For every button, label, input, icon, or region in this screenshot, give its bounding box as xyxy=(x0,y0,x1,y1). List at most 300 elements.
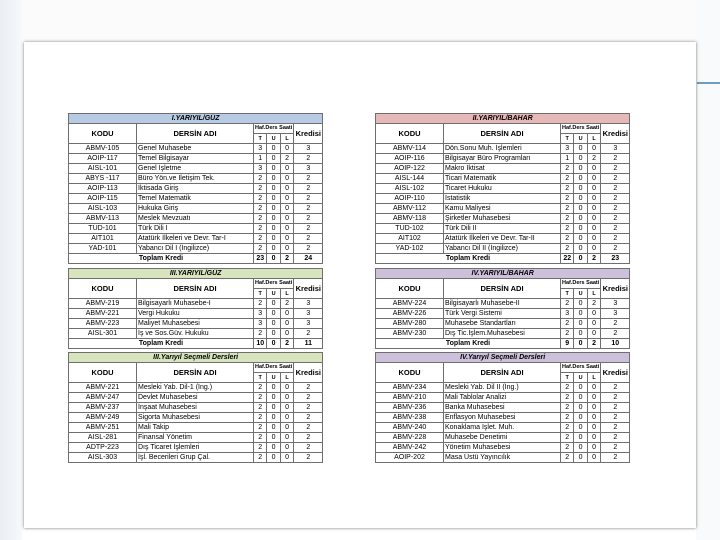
course-code: ABMV-251 xyxy=(69,423,137,433)
course-t: 1 xyxy=(254,154,267,164)
header-kodu: KODU xyxy=(376,124,444,144)
course-code: AISL-281 xyxy=(69,433,137,443)
course-kredi: 2 xyxy=(294,224,323,234)
course-row xyxy=(376,154,630,164)
course-code: AOIP-122 xyxy=(376,164,444,174)
course-code: ABMV-236 xyxy=(376,403,444,413)
course-name: Dış Ticaret İşlemleri xyxy=(137,443,254,453)
course-kredi: 2 xyxy=(294,194,323,204)
course-name: Atatürk İlkeleri ve Devr. Tar-I xyxy=(137,234,254,244)
total-row xyxy=(376,254,630,264)
course-t: 2 xyxy=(254,423,267,433)
course-l: 0 xyxy=(587,433,600,443)
total-kredi: 10 xyxy=(601,339,630,349)
course-l: 0 xyxy=(587,329,600,339)
course-code: ABMV-118 xyxy=(376,214,444,224)
course-u: 0 xyxy=(574,423,587,433)
course-kredi: 2 xyxy=(294,383,323,393)
course-row xyxy=(69,309,323,319)
course-l: 0 xyxy=(587,144,600,154)
course-code: ABMV-240 xyxy=(376,423,444,433)
total-label: Toplam Kredi xyxy=(376,254,561,264)
course-t: 2 xyxy=(561,403,574,413)
course-kredi: 3 xyxy=(294,299,323,309)
course-name: Banka Muhasebesi xyxy=(444,403,561,413)
course-t: 2 xyxy=(561,234,574,244)
course-t: 2 xyxy=(254,234,267,244)
course-l: 0 xyxy=(587,194,600,204)
course-t: 2 xyxy=(254,299,267,309)
header-u: U xyxy=(574,373,587,383)
course-name: Şirketler Muhasebesi xyxy=(444,214,561,224)
semester-title: IV.YARIYIL/BAHAR xyxy=(376,269,630,279)
course-u: 0 xyxy=(574,144,587,154)
course-name: Dön.Sonu Muh. İşlemleri xyxy=(444,144,561,154)
header-u: U xyxy=(574,289,587,299)
course-u: 0 xyxy=(267,443,280,453)
header-kredisi: Kredisi xyxy=(294,363,323,383)
course-name: Temel Bilgisayar xyxy=(137,154,254,164)
header-u: U xyxy=(267,134,280,144)
course-l: 0 xyxy=(280,194,293,204)
course-kredi: 3 xyxy=(294,309,323,319)
course-u: 0 xyxy=(267,329,280,339)
total-l: 2 xyxy=(587,254,600,264)
course-t: 2 xyxy=(254,393,267,403)
course-l: 0 xyxy=(280,413,293,423)
course-kredi: 3 xyxy=(294,144,323,154)
left-band xyxy=(0,0,22,540)
course-name: Bilgisayarlı Muhasebe-II xyxy=(444,299,561,309)
semester-title: II.YARIYIL/BAHAR xyxy=(376,114,630,124)
course-name: İstatistik xyxy=(444,194,561,204)
header-kredisi: Kredisi xyxy=(294,279,323,299)
course-u: 0 xyxy=(574,453,587,463)
total-t: 10 xyxy=(254,339,267,349)
course-l: 0 xyxy=(587,174,600,184)
course-row xyxy=(69,433,323,443)
course-row xyxy=(69,184,323,194)
course-t: 2 xyxy=(254,204,267,214)
course-l: 0 xyxy=(587,383,600,393)
course-u: 0 xyxy=(267,174,280,184)
course-l: 0 xyxy=(280,329,293,339)
course-code: ABMV-219 xyxy=(69,299,137,309)
course-row xyxy=(376,214,630,224)
course-t: 2 xyxy=(561,194,574,204)
course-u: 0 xyxy=(267,184,280,194)
course-table xyxy=(375,268,630,349)
course-t: 3 xyxy=(254,164,267,174)
header-kodu: KODU xyxy=(69,363,137,383)
course-l: 0 xyxy=(587,423,600,433)
course-name: İş ve Sos.Güv. Hukuku xyxy=(137,329,254,339)
course-u: 0 xyxy=(574,383,587,393)
course-code: ABMV-224 xyxy=(376,299,444,309)
course-name: İnşaat Muhasebesi xyxy=(137,403,254,413)
course-t: 2 xyxy=(254,174,267,184)
course-kredi: 2 xyxy=(294,234,323,244)
course-kredi: 2 xyxy=(601,194,630,204)
course-l: 0 xyxy=(280,244,293,254)
course-t: 2 xyxy=(254,184,267,194)
course-t: 2 xyxy=(561,184,574,194)
course-t: 2 xyxy=(254,194,267,204)
course-u: 0 xyxy=(574,413,587,423)
course-u: 0 xyxy=(267,244,280,254)
course-code: AOIP-116 xyxy=(376,154,444,164)
course-row xyxy=(376,403,630,413)
total-label: Toplam Kredi xyxy=(376,339,561,349)
course-code: AISL-102 xyxy=(376,184,444,194)
course-l: 0 xyxy=(280,164,293,174)
course-row xyxy=(376,443,630,453)
course-code: ABMV-223 xyxy=(69,319,137,329)
course-code: ABMV-238 xyxy=(376,413,444,423)
header-t: T xyxy=(561,289,574,299)
course-u: 0 xyxy=(574,214,587,224)
course-row xyxy=(69,224,323,234)
course-code: ADTP-223 xyxy=(69,443,137,453)
course-row xyxy=(376,433,630,443)
course-kredi: 2 xyxy=(601,423,630,433)
course-name: Bilgisayar Büro Programları xyxy=(444,154,561,164)
course-code: ABMV-280 xyxy=(376,319,444,329)
course-code: TUD-101 xyxy=(69,224,137,234)
course-t: 2 xyxy=(561,383,574,393)
course-t: 2 xyxy=(561,224,574,234)
total-l: 2 xyxy=(587,339,600,349)
course-row xyxy=(69,393,323,403)
course-name: Yabancı Dil II (İngilizce) xyxy=(444,244,561,254)
course-table xyxy=(375,352,630,463)
header-l: L xyxy=(587,373,600,383)
course-name: Atatürk İlkeleri ve Devr. Tar-II xyxy=(444,234,561,244)
course-kredi: 2 xyxy=(601,453,630,463)
course-name: İşl. Becerileri Grup Çal. xyxy=(137,453,254,463)
course-code: ABMV-105 xyxy=(69,144,137,154)
course-u: 0 xyxy=(267,234,280,244)
course-t: 2 xyxy=(254,383,267,393)
header-u: U xyxy=(267,289,280,299)
course-l: 0 xyxy=(280,393,293,403)
course-kredi: 2 xyxy=(294,393,323,403)
course-row xyxy=(69,174,323,184)
course-u: 0 xyxy=(267,423,280,433)
total-t: 9 xyxy=(561,339,574,349)
course-l: 0 xyxy=(280,423,293,433)
course-l: 0 xyxy=(280,174,293,184)
course-kredi: 2 xyxy=(294,154,323,164)
total-row xyxy=(376,339,630,349)
course-code: ABMV-249 xyxy=(69,413,137,423)
header-kredisi: Kredisi xyxy=(601,363,630,383)
course-l: 0 xyxy=(587,393,600,403)
course-l: 0 xyxy=(280,234,293,244)
course-kredi: 2 xyxy=(294,214,323,224)
course-t: 2 xyxy=(561,244,574,254)
course-code: AOIP-115 xyxy=(69,194,137,204)
course-l: 0 xyxy=(587,244,600,254)
right-band xyxy=(696,0,720,540)
header-t: T xyxy=(561,373,574,383)
total-label: Toplam Kredi xyxy=(69,254,254,264)
course-kredi: 2 xyxy=(294,443,323,453)
course-l: 0 xyxy=(587,319,600,329)
course-code: YAD-102 xyxy=(376,244,444,254)
semester-title: III.YARIYIL/GÜZ xyxy=(69,269,323,279)
course-name: Mesleki Yab. Dil-1 (İng.) xyxy=(137,383,254,393)
course-l: 0 xyxy=(587,413,600,423)
course-t: 2 xyxy=(561,443,574,453)
course-l: 0 xyxy=(280,224,293,234)
course-name: Maliyet Muhasebesi xyxy=(137,319,254,329)
course-t: 2 xyxy=(254,214,267,224)
header-haftalik-saat: Haf.Ders Saati xyxy=(561,363,601,373)
course-u: 0 xyxy=(574,194,587,204)
course-name: Bilgisayarlı Muhasebe-I xyxy=(137,299,254,309)
course-code: ABMV-221 xyxy=(69,309,137,319)
course-name: Türk Vergi Sistemi xyxy=(444,309,561,319)
course-code: ABMV-242 xyxy=(376,443,444,453)
course-table xyxy=(68,352,323,463)
course-code: ABYS -117 xyxy=(69,174,137,184)
total-u: 0 xyxy=(574,339,587,349)
course-name: Kamu Maliyesi xyxy=(444,204,561,214)
total-kredi: 11 xyxy=(294,339,323,349)
header-l: L xyxy=(280,134,293,144)
course-name: Hukuka Giriş xyxy=(137,204,254,214)
course-t: 3 xyxy=(561,144,574,154)
total-l: 2 xyxy=(280,254,293,264)
course-t: 2 xyxy=(561,329,574,339)
course-name: Yönetim Muhasebesi xyxy=(444,443,561,453)
course-row xyxy=(376,413,630,423)
course-l: 0 xyxy=(280,319,293,329)
header-kredisi: Kredisi xyxy=(601,279,630,299)
course-code: ABMV-226 xyxy=(376,309,444,319)
course-t: 3 xyxy=(254,319,267,329)
course-t: 2 xyxy=(561,423,574,433)
header-l: L xyxy=(587,134,600,144)
course-code: YAD-101 xyxy=(69,244,137,254)
header-haftalik-saat: Haf.Ders Saati xyxy=(254,279,294,289)
course-code: AISL-301 xyxy=(69,329,137,339)
course-row xyxy=(69,413,323,423)
course-name: Ticari Matematik xyxy=(444,174,561,184)
course-u: 0 xyxy=(574,433,587,443)
header-u: U xyxy=(267,373,280,383)
course-name: Mali Tablolar Analizi xyxy=(444,393,561,403)
course-row xyxy=(376,224,630,234)
course-table xyxy=(375,113,630,264)
course-kredi: 3 xyxy=(294,164,323,174)
course-name: Genel İşletme xyxy=(137,164,254,174)
course-kredi: 2 xyxy=(601,174,630,184)
course-name: Enflasyon Muhasebesi xyxy=(444,413,561,423)
course-kredi: 2 xyxy=(294,423,323,433)
course-kredi: 2 xyxy=(294,433,323,443)
header-dersin-adi: DERSİN ADI xyxy=(444,124,561,144)
course-l: 2 xyxy=(587,154,600,164)
header-kodu: KODU xyxy=(376,363,444,383)
header-t: T xyxy=(254,373,267,383)
course-t: 2 xyxy=(561,174,574,184)
course-u: 0 xyxy=(574,244,587,254)
course-u: 0 xyxy=(574,174,587,184)
course-row xyxy=(69,453,323,463)
course-l: 0 xyxy=(587,453,600,463)
total-l: 2 xyxy=(280,339,293,349)
course-kredi: 2 xyxy=(601,204,630,214)
course-name: Türk Dili II xyxy=(444,224,561,234)
course-row xyxy=(69,214,323,224)
course-u: 0 xyxy=(574,319,587,329)
course-kredi: 2 xyxy=(601,319,630,329)
course-row xyxy=(376,383,630,393)
course-row xyxy=(376,329,630,339)
course-u: 0 xyxy=(267,299,280,309)
course-code: ABMV-114 xyxy=(376,144,444,154)
course-kredi: 2 xyxy=(294,413,323,423)
course-table xyxy=(68,268,323,349)
course-t: 2 xyxy=(561,214,574,224)
header-dersin-adi: DERSİN ADI xyxy=(137,124,254,144)
course-row xyxy=(69,234,323,244)
total-kredi: 23 xyxy=(601,254,630,264)
course-row xyxy=(376,299,630,309)
course-kredi: 2 xyxy=(601,413,630,423)
semester-title: III.Yarıyıl Seçmeli Dersleri xyxy=(69,353,323,363)
course-u: 0 xyxy=(267,413,280,423)
course-kredi: 2 xyxy=(601,214,630,224)
course-row xyxy=(69,164,323,174)
course-u: 0 xyxy=(267,224,280,234)
course-row xyxy=(69,319,323,329)
course-t: 2 xyxy=(561,164,574,174)
course-t: 2 xyxy=(254,443,267,453)
header-haftalik-saat: Haf.Ders Saati xyxy=(561,279,601,289)
course-code: ABMV-112 xyxy=(376,204,444,214)
course-code: ABMV-247 xyxy=(69,393,137,403)
course-name: Finansal Yönetim xyxy=(137,433,254,443)
course-row xyxy=(376,453,630,463)
course-code: AISL-303 xyxy=(69,453,137,463)
header-dersin-adi: DERSİN ADI xyxy=(137,363,254,383)
course-name: Devlet Muhasebesi xyxy=(137,393,254,403)
course-code: AOIP-117 xyxy=(69,154,137,164)
course-code: AIT101 xyxy=(69,234,137,244)
course-kredi: 2 xyxy=(294,329,323,339)
course-t: 2 xyxy=(561,299,574,309)
total-t: 23 xyxy=(254,254,267,264)
header-dersin-adi: DERSİN ADI xyxy=(444,363,561,383)
total-u: 0 xyxy=(267,339,280,349)
header-haftalik-saat: Haf.Ders Saati xyxy=(254,124,294,134)
course-kredi: 2 xyxy=(601,234,630,244)
course-name: Mali Takip xyxy=(137,423,254,433)
course-kredi: 2 xyxy=(601,433,630,443)
header-kodu: KODU xyxy=(69,124,137,144)
course-code: ABMV-210 xyxy=(376,393,444,403)
course-kredi: 2 xyxy=(601,164,630,174)
course-u: 0 xyxy=(267,319,280,329)
course-kredi: 2 xyxy=(294,174,323,184)
total-row xyxy=(69,254,323,264)
course-kredi: 2 xyxy=(294,403,323,413)
course-l: 0 xyxy=(587,184,600,194)
course-l: 0 xyxy=(587,443,600,453)
course-l: 0 xyxy=(280,204,293,214)
course-row xyxy=(376,164,630,174)
course-kredi: 2 xyxy=(601,154,630,164)
course-kredi: 2 xyxy=(294,184,323,194)
course-l: 2 xyxy=(280,299,293,309)
course-l: 0 xyxy=(587,309,600,319)
top-band xyxy=(0,0,720,40)
total-u: 0 xyxy=(574,254,587,264)
course-kredi: 2 xyxy=(601,393,630,403)
course-u: 0 xyxy=(574,329,587,339)
header-kredisi: Kredisi xyxy=(294,124,323,144)
header-l: L xyxy=(280,289,293,299)
course-u: 0 xyxy=(574,164,587,174)
course-l: 0 xyxy=(280,184,293,194)
header-kodu: KODU xyxy=(69,279,137,299)
course-row xyxy=(376,144,630,154)
course-code: AISL-144 xyxy=(376,174,444,184)
semester-title: IV.Yarıyıl Seçmeli Dersleri xyxy=(376,353,630,363)
course-u: 0 xyxy=(267,204,280,214)
course-name: Genel Muhasebe xyxy=(137,144,254,154)
course-t: 2 xyxy=(561,204,574,214)
course-kredi: 2 xyxy=(601,403,630,413)
course-u: 0 xyxy=(574,403,587,413)
course-code: ABMV-113 xyxy=(69,214,137,224)
course-u: 0 xyxy=(574,154,587,164)
course-u: 0 xyxy=(574,204,587,214)
course-t: 3 xyxy=(561,309,574,319)
course-code: AISL-101 xyxy=(69,164,137,174)
course-name: Mesleki Yab. Dil II (İng.) xyxy=(444,383,561,393)
course-row xyxy=(376,174,630,184)
course-row xyxy=(69,329,323,339)
course-row xyxy=(376,423,630,433)
header-l: L xyxy=(280,373,293,383)
course-kredi: 3 xyxy=(601,144,630,154)
right-accent-line xyxy=(697,82,720,84)
course-kredi: 2 xyxy=(601,224,630,234)
course-name: Vergi Hukuku xyxy=(137,309,254,319)
header-l: L xyxy=(587,289,600,299)
course-kredi: 2 xyxy=(294,204,323,214)
course-u: 0 xyxy=(267,144,280,154)
course-t: 2 xyxy=(561,393,574,403)
course-t: 2 xyxy=(561,433,574,443)
course-l: 0 xyxy=(280,403,293,413)
course-t: 2 xyxy=(254,244,267,254)
course-row xyxy=(69,154,323,164)
course-name: Temel Matematik xyxy=(137,194,254,204)
course-kredi: 3 xyxy=(601,299,630,309)
course-t: 3 xyxy=(254,144,267,154)
course-l: 0 xyxy=(587,234,600,244)
course-code: ABMV-230 xyxy=(376,329,444,339)
course-code: AOIP-202 xyxy=(376,453,444,463)
course-row xyxy=(376,319,630,329)
header-haftalik-saat: Haf.Ders Saati xyxy=(561,124,601,134)
course-t: 2 xyxy=(254,224,267,234)
